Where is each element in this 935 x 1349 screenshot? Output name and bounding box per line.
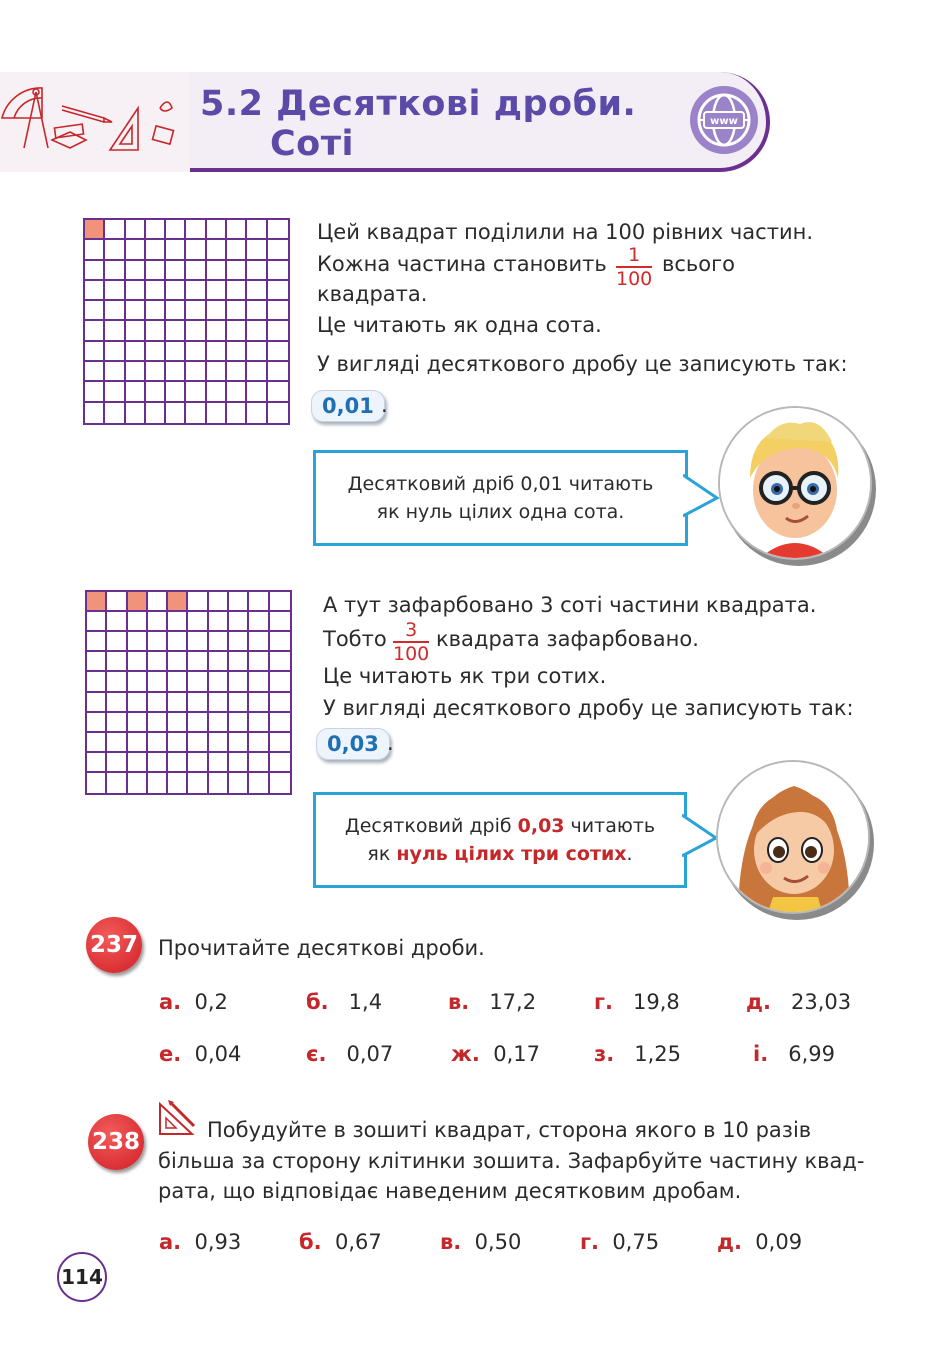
grid-cell — [107, 612, 127, 632]
grid-cell — [85, 261, 105, 281]
s1-speech-bubble — [313, 450, 688, 546]
grid-cell — [168, 612, 188, 632]
grid-cell — [249, 612, 269, 632]
grid-cell — [229, 632, 249, 652]
grid-cell — [166, 220, 186, 240]
grid-cell — [126, 321, 146, 341]
grid-cell-filled — [168, 592, 188, 612]
ex237-item: б. 1,4 — [306, 990, 383, 1014]
grid-cell — [227, 240, 247, 260]
grid-cell — [126, 240, 146, 260]
s1-frac-denominator: 100 — [616, 268, 653, 290]
grid-cell — [105, 261, 125, 281]
grid-cell — [166, 342, 186, 362]
s1-fraction — [616, 245, 652, 289]
grid-cell — [209, 652, 229, 672]
grid-cell — [270, 733, 290, 753]
s2-line4: У вигляді десяткового дробу це записують так: — [323, 696, 854, 720]
grid-cell — [268, 301, 288, 321]
grid-cell — [207, 240, 227, 260]
grid-cell — [227, 301, 247, 321]
s1-line4: Це читають як одна сота. — [317, 313, 602, 337]
grid-cell — [166, 261, 186, 281]
grid-cell — [247, 362, 267, 382]
grid-cell — [85, 240, 105, 260]
grid-cell — [166, 362, 186, 382]
grid-cell — [128, 693, 148, 713]
grid-cell — [186, 403, 206, 423]
grid-cell — [247, 403, 267, 423]
grid-cell — [247, 240, 267, 260]
school-tools-icon — [0, 78, 190, 168]
grid-cell — [148, 753, 168, 773]
grid-cell — [107, 693, 127, 713]
s1-bubble-line2: як нуль цілих одна сота. — [376, 501, 625, 523]
grid-cell — [270, 632, 290, 652]
grid-cell — [166, 240, 186, 260]
grid-cell — [126, 342, 146, 362]
grid-cell — [148, 632, 168, 652]
grid-cell — [148, 693, 168, 713]
grid-cell — [105, 362, 125, 382]
ex237-item: в. 17,2 — [448, 990, 537, 1014]
grid-cell — [186, 301, 206, 321]
grid-cell — [186, 220, 206, 240]
grid-cell — [148, 612, 168, 632]
grid-cell — [146, 382, 166, 402]
grid-cell — [85, 321, 105, 341]
grid-cell — [268, 220, 288, 240]
s1-line5: У вигляді десяткового дробу це записують так: — [317, 352, 848, 376]
grid-cell — [268, 281, 288, 301]
s2-bubble-line1: Десятковий дріб 0,03 читають — [344, 815, 656, 837]
grid-cell — [87, 672, 107, 692]
globe-web-icon[interactable] — [690, 86, 758, 154]
grid-cell — [186, 362, 206, 382]
grid-cell — [227, 342, 247, 362]
grid-cell — [87, 773, 107, 793]
grid-cell — [247, 301, 267, 321]
grid-cell — [207, 382, 227, 402]
grid-cell — [105, 301, 125, 321]
s2-line3: Це читають як три сотих. — [323, 664, 607, 688]
grid-cell — [85, 403, 105, 423]
grid-cell — [247, 321, 267, 341]
grid-cell — [207, 403, 227, 423]
grid-cell — [268, 321, 288, 341]
grid-cell — [229, 713, 249, 733]
grid-cell — [87, 753, 107, 773]
grid-cell — [268, 261, 288, 281]
grid-cell — [249, 713, 269, 733]
grid-cell — [209, 773, 229, 793]
s1-line3: квадрата. — [317, 282, 428, 306]
grid-cell — [105, 342, 125, 362]
grid-cell — [249, 773, 269, 793]
grid-cell — [128, 632, 148, 652]
grid-cell — [107, 632, 127, 652]
grid-cell — [105, 403, 125, 423]
page-number: 114 — [57, 1252, 107, 1302]
grid-cell — [227, 281, 247, 301]
grid-cell — [126, 301, 146, 321]
ex238-line2: більша за сторону клітинки зошита. Зафарбуйте частину квад- — [158, 1149, 865, 1173]
s2-bubble-highlight-reading: нуль цілих три сотих — [396, 843, 627, 865]
s1-frac-numerator: 1 — [628, 244, 641, 266]
grid-cell — [229, 733, 249, 753]
grid-cell — [268, 240, 288, 260]
exercise-number-badge-237: 237 — [86, 917, 142, 973]
grid-cell — [128, 652, 148, 672]
grid-cell — [148, 652, 168, 672]
grid-cell — [128, 773, 148, 793]
grid-cell — [209, 713, 229, 733]
grid-cell — [207, 342, 227, 362]
s2-pill-period: . — [387, 731, 394, 755]
grid-cell — [168, 652, 188, 672]
grid-cell — [188, 612, 208, 632]
s2-speech-bubble — [313, 792, 687, 888]
grid-cell — [168, 773, 188, 793]
chapter-title-line2: Соті — [270, 124, 355, 164]
grid-cell — [207, 261, 227, 281]
hundred-grid-one-filled — [83, 218, 290, 425]
grid-cell — [268, 342, 288, 362]
grid-cell — [126, 382, 146, 402]
ex238-item: б. 0,67 — [299, 1230, 382, 1254]
grid-cell — [229, 592, 249, 612]
ex238-item: в. 0,50 — [440, 1230, 522, 1254]
grid-cell — [166, 301, 186, 321]
grid-cell — [209, 612, 229, 632]
grid-cell — [188, 753, 208, 773]
grid-cell — [249, 652, 269, 672]
grid-cell — [207, 362, 227, 382]
ex237-item: ж. 0,17 — [451, 1042, 540, 1066]
grid-cell — [268, 403, 288, 423]
s2-fraction — [393, 620, 429, 664]
grid-cell — [87, 713, 107, 733]
grid-cell — [227, 362, 247, 382]
grid-cell — [126, 281, 146, 301]
grid-cell — [209, 733, 229, 753]
grid-cell — [249, 753, 269, 773]
grid-cell — [85, 301, 105, 321]
grid-cell — [146, 240, 166, 260]
grid-cell — [188, 773, 208, 793]
grid-cell — [85, 342, 105, 362]
ex238-line3: рата, що відповідає наведеним десятковим дробам. — [158, 1179, 742, 1203]
grid-cell — [146, 362, 166, 382]
grid-cell — [166, 403, 186, 423]
grid-cell — [87, 733, 107, 753]
grid-cell — [128, 672, 148, 692]
grid-cell-filled — [85, 220, 105, 240]
grid-cell — [229, 612, 249, 632]
grid-cell — [186, 240, 206, 260]
grid-cell — [146, 261, 166, 281]
ex238-item: г. 0,75 — [580, 1230, 660, 1254]
grid-cell — [207, 220, 227, 240]
s2-line1: А тут зафарбовано 3 соті частини квадрата. — [323, 593, 817, 617]
s2-decimal-pill: 0,03 — [316, 728, 390, 760]
s2-line2-before: Тобто — [323, 627, 387, 651]
grid-cell — [128, 612, 148, 632]
grid-cell — [168, 672, 188, 692]
grid-cell — [188, 713, 208, 733]
grid-cell — [249, 632, 269, 652]
grid-cell — [188, 632, 208, 652]
grid-cell — [168, 733, 188, 753]
grid-cell — [209, 693, 229, 713]
grid-cell — [168, 632, 188, 652]
grid-cell — [247, 220, 267, 240]
grid-cell — [148, 733, 168, 753]
girl-avatar — [716, 760, 870, 914]
s2-bubble-line2: як нуль цілих три сотих. — [367, 843, 633, 865]
grid-cell — [209, 592, 229, 612]
grid-cell — [146, 321, 166, 341]
grid-cell — [128, 753, 148, 773]
ex238-item: д. 0,09 — [717, 1230, 803, 1254]
grid-cell — [188, 672, 208, 692]
grid-cell — [107, 672, 127, 692]
grid-cell — [146, 403, 166, 423]
exercise-number-badge-238: 238 — [88, 1114, 144, 1170]
s1-bubble-tail — [683, 472, 723, 522]
grid-cell — [229, 773, 249, 793]
grid-cell — [188, 693, 208, 713]
grid-cell — [186, 321, 206, 341]
grid-cell — [186, 261, 206, 281]
grid-cell — [107, 652, 127, 672]
grid-cell — [270, 612, 290, 632]
grid-cell — [207, 301, 227, 321]
grid-cell — [270, 773, 290, 793]
grid-cell — [107, 773, 127, 793]
grid-cell — [87, 612, 107, 632]
grid-cell — [105, 281, 125, 301]
grid-cell — [166, 321, 186, 341]
grid-cell — [128, 733, 148, 753]
ex237-item: е. 0,04 — [159, 1042, 242, 1066]
grid-cell — [168, 753, 188, 773]
ex237-item: є. 0,07 — [306, 1042, 394, 1066]
grid-cell — [229, 693, 249, 713]
grid-cell — [270, 753, 290, 773]
s1-pill-period: . — [381, 393, 388, 417]
grid-cell — [229, 753, 249, 773]
grid-cell — [87, 652, 107, 672]
grid-cell — [227, 321, 247, 341]
ex237-prompt: Прочитайте десяткові дроби. — [158, 936, 485, 960]
grid-cell — [268, 362, 288, 382]
grid-cell — [249, 693, 269, 713]
grid-cell — [209, 753, 229, 773]
s1-line2-before: Кожна частина становить — [317, 252, 607, 276]
grid-cell — [148, 773, 168, 793]
boy-avatar — [718, 406, 872, 560]
grid-cell — [85, 382, 105, 402]
grid-cell — [166, 281, 186, 301]
grid-cell — [227, 403, 247, 423]
s1-bubble-line1: Десятковий дріб 0,01 читають — [347, 473, 654, 495]
grid-cell — [126, 362, 146, 382]
grid-cell — [166, 382, 186, 402]
grid-cell — [126, 220, 146, 240]
hundred-grid-three-filled — [85, 590, 292, 795]
grid-cell — [247, 281, 267, 301]
grid-cell — [148, 672, 168, 692]
ex237-item: д. 23,03 — [746, 990, 852, 1014]
ex237-item: з. 1,25 — [594, 1042, 681, 1066]
grid-cell — [207, 321, 227, 341]
grid-cell — [227, 382, 247, 402]
grid-cell — [270, 592, 290, 612]
grid-cell — [107, 713, 127, 733]
grid-cell — [209, 632, 229, 652]
grid-cell — [188, 733, 208, 753]
grid-cell — [186, 281, 206, 301]
grid-cell — [87, 632, 107, 652]
grid-cell — [270, 713, 290, 733]
grid-cell — [126, 261, 146, 281]
grid-cell — [247, 382, 267, 402]
grid-cell — [247, 261, 267, 281]
ex237-item: і. 6,99 — [753, 1042, 835, 1066]
grid-cell — [87, 693, 107, 713]
s2-frac-denominator: 100 — [393, 643, 430, 665]
grid-cell — [146, 301, 166, 321]
s2-line2-after: квадрата зафарбовано. — [436, 627, 699, 651]
ex238-line1: Побудуйте в зошиті квадрат, сторона якого в 10 разів — [207, 1118, 812, 1142]
grid-cell — [85, 281, 105, 301]
grid-cell — [247, 342, 267, 362]
grid-cell — [148, 592, 168, 612]
grid-cell — [107, 753, 127, 773]
grid-cell — [186, 342, 206, 362]
s2-frac-numerator: 3 — [405, 619, 418, 641]
grid-cell — [229, 652, 249, 672]
grid-cell — [105, 382, 125, 402]
ex238-item: а. 0,93 — [159, 1230, 242, 1254]
grid-cell — [146, 220, 166, 240]
grid-cell — [146, 342, 166, 362]
grid-cell — [188, 652, 208, 672]
chapter-title-line1: 5.2 Десяткові дроби. — [200, 84, 637, 124]
grid-cell — [268, 382, 288, 402]
grid-cell — [270, 652, 290, 672]
web-icon-label: www — [710, 116, 738, 127]
ex237-item: а. 0,2 — [159, 990, 228, 1014]
grid-cell — [207, 281, 227, 301]
grid-cell-filled — [128, 592, 148, 612]
grid-cell — [128, 713, 148, 733]
grid-cell — [186, 382, 206, 402]
grid-cell — [126, 403, 146, 423]
grid-cell — [168, 693, 188, 713]
grid-cell — [107, 592, 127, 612]
grid-cell — [105, 220, 125, 240]
ruler-pencil-icon — [158, 1100, 198, 1136]
grid-cell — [227, 261, 247, 281]
grid-cell — [270, 672, 290, 692]
grid-cell — [249, 592, 269, 612]
grid-cell — [270, 693, 290, 713]
s2-bubble-highlight-decimal: 0,03 — [517, 815, 565, 837]
grid-cell — [107, 733, 127, 753]
grid-cell — [249, 733, 269, 753]
grid-cell — [188, 592, 208, 612]
s1-line2-after: всього — [662, 252, 736, 276]
grid-cell — [85, 362, 105, 382]
grid-cell — [227, 220, 247, 240]
grid-cell-filled — [87, 592, 107, 612]
grid-cell — [148, 713, 168, 733]
s1-line1: Цей квадрат поділили на 100 рівних частин. — [317, 220, 814, 244]
grid-cell — [249, 672, 269, 692]
grid-cell — [168, 713, 188, 733]
grid-cell — [105, 321, 125, 341]
grid-cell — [146, 281, 166, 301]
grid-cell — [105, 240, 125, 260]
ex237-item: г. 19,8 — [594, 990, 680, 1014]
grid-cell — [209, 672, 229, 692]
s1-decimal-pill: 0,01 — [311, 390, 385, 422]
grid-cell — [229, 672, 249, 692]
